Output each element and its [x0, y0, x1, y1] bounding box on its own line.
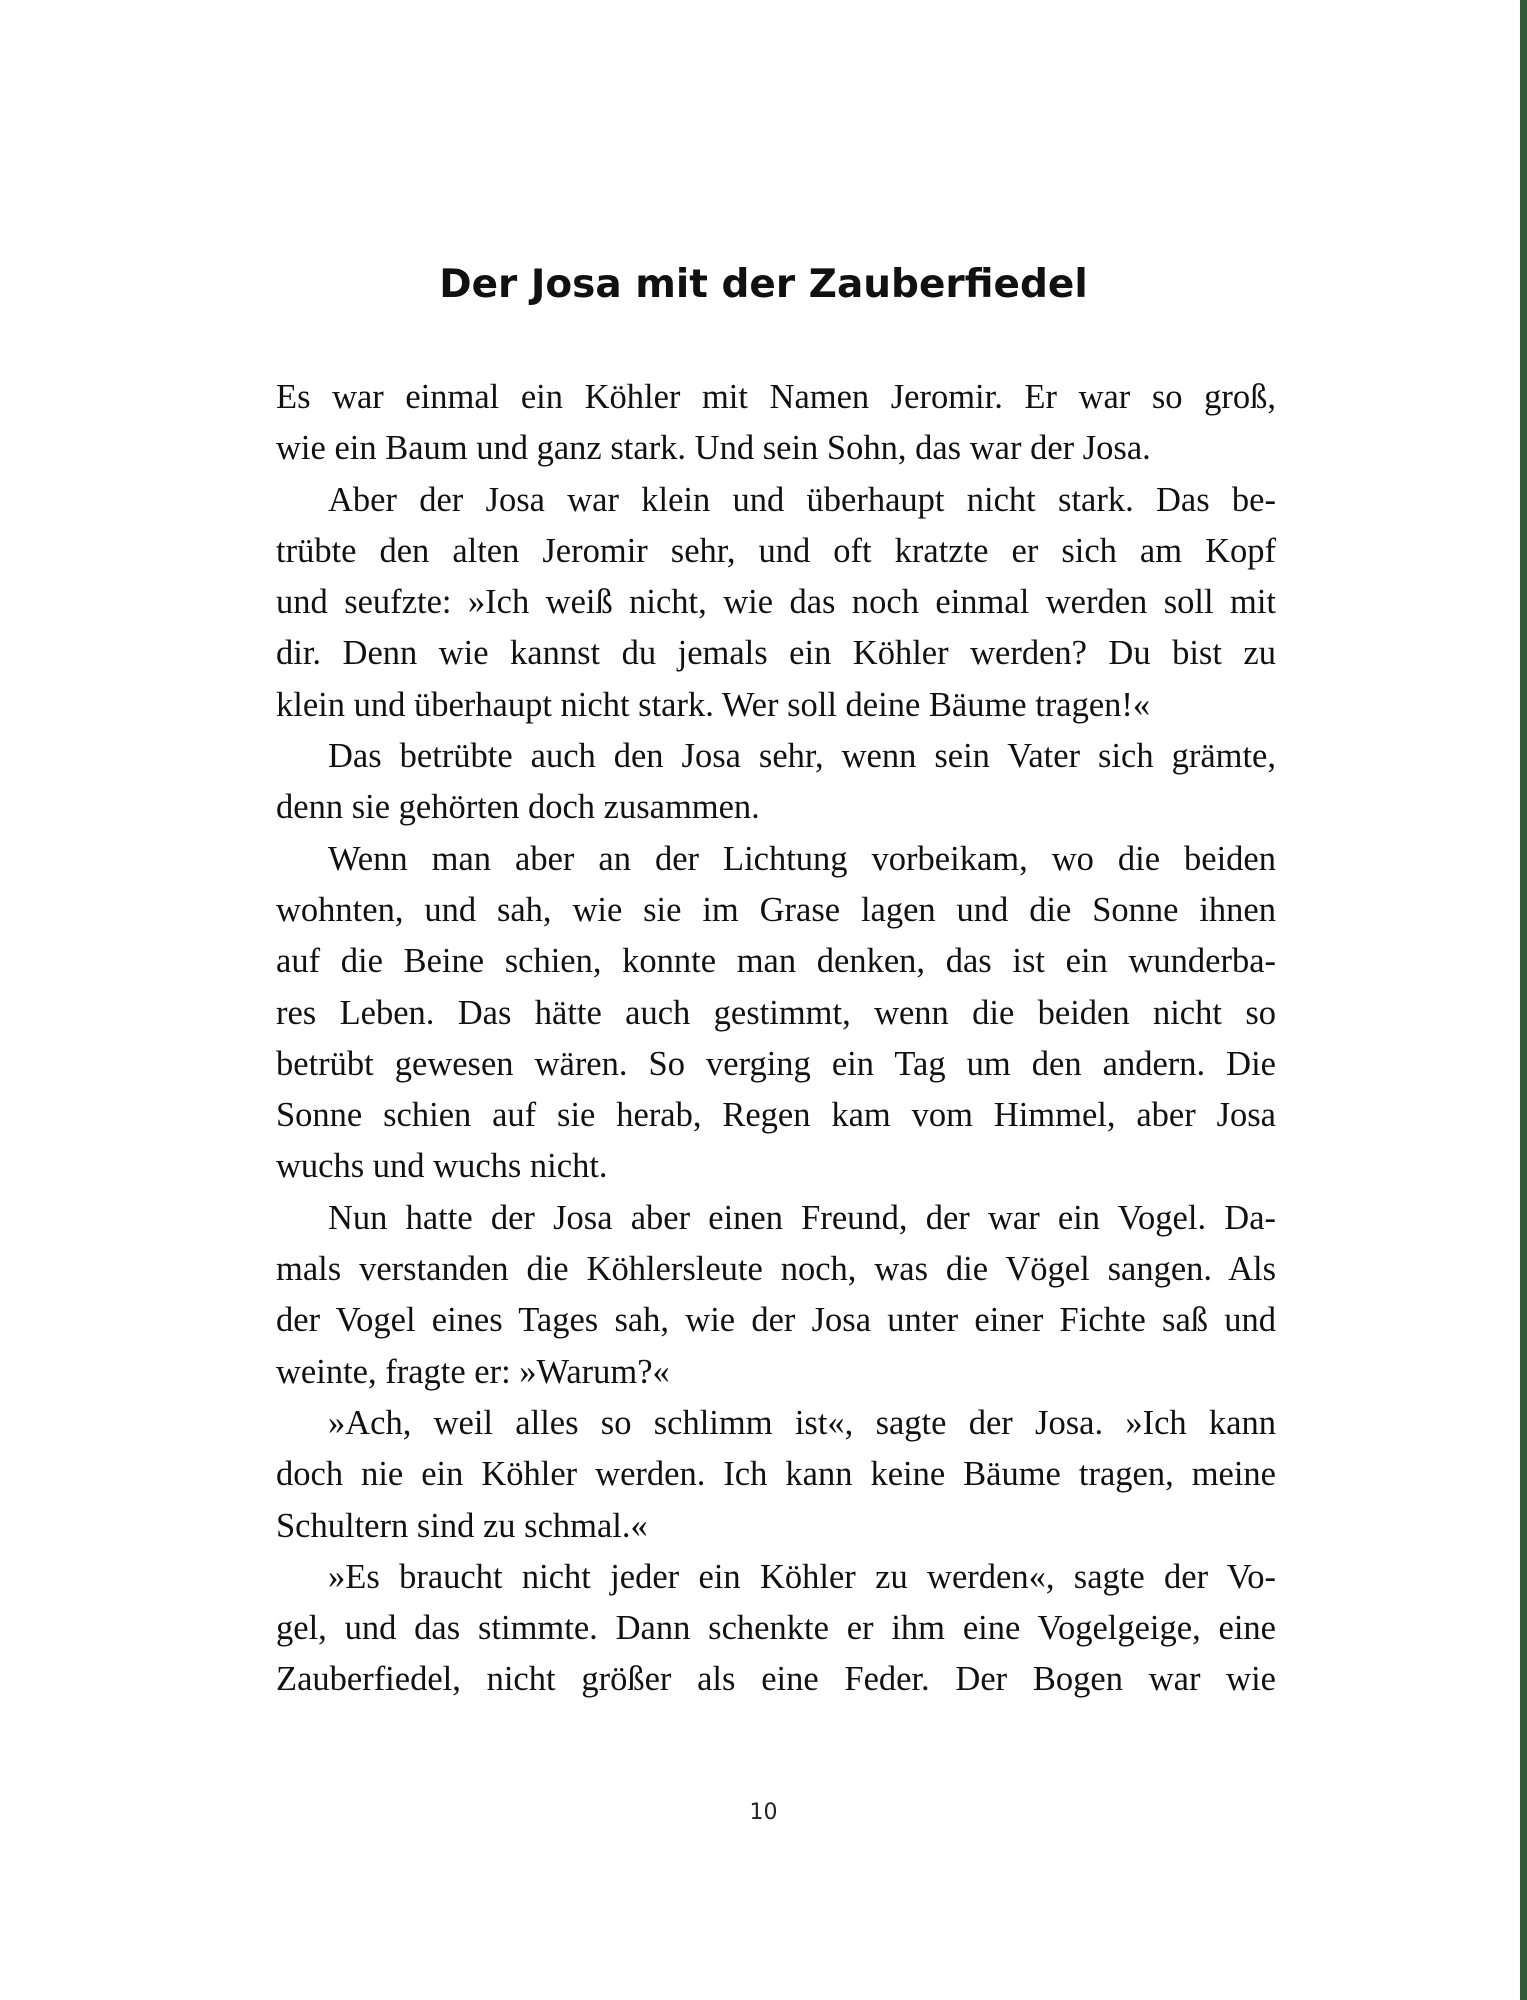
text-line: doch nie ein Köhler werden. Ich kann keine Bäume tragen, meine [276, 1455, 1276, 1494]
text-line: weinte, fragte er: »Warum?« [276, 1352, 670, 1391]
text-line: denn sie gehörten doch zusammen. [276, 788, 760, 827]
text-line: »Ach, weil alles so schlimm ist«, sagte der Josa. »Ich kann [328, 1403, 1276, 1442]
text-line: auf die Beine schien, konnte man denken, das ist ein wunderba- [276, 942, 1276, 981]
text-line: gel, und das stimmte. Dann schenkte er ihm eine Vogelgeige, eine [276, 1609, 1276, 1648]
text-line: wohnten, und sah, wie sie im Grase lagen und die Sonne ihnen [276, 890, 1276, 929]
text-line: der Vogel eines Tages sah, wie der Josa unter einer Fichte saß und [276, 1301, 1276, 1340]
text-line: res Leben. Das hätte auch gestimmt, wenn die beiden nicht so [276, 993, 1276, 1032]
text-line: wie ein Baum und ganz stark. Und sein Sohn, das war der Josa. [276, 429, 1151, 468]
text-line: »Es braucht nicht jeder ein Köhler zu werden«, sagte der Vo- [328, 1557, 1276, 1596]
body-text [276, 372, 1276, 1706]
chapter-title: Der Josa mit der Zauberfiedel [439, 262, 1088, 307]
page-number: 10 [749, 1800, 778, 1825]
text-line: Nun hatte der Josa aber einen Freund, der war ein Vogel. Da- [328, 1198, 1276, 1237]
text-line: Schultern sind zu schmal.« [276, 1506, 648, 1545]
text-line: dir. Denn wie kannst du jemals ein Köhler werden? Du bist zu [276, 634, 1276, 673]
text-line: Wenn man aber an der Lichtung vorbeikam, wo die beiden [328, 839, 1276, 878]
text-line: Aber der Josa war klein und überhaupt nicht stark. Das be- [328, 480, 1276, 519]
text-line: trübte den alten Jeromir sehr, und oft kratzte er sich am Kopf [276, 531, 1276, 570]
text-line: mals verstanden die Köhlersleute noch, was die Vögel sangen. Als [276, 1250, 1276, 1289]
text-line: Sonne schien auf sie herab, Regen kam vom Himmel, aber Josa [276, 1096, 1276, 1135]
text-line: klein und überhaupt nicht stark. Wer soll deine Bäume tragen!« [276, 685, 1151, 724]
text-line: Es war einmal ein Köhler mit Namen Jeromir. Er war so groß, [276, 378, 1276, 416]
text-line: Das betrübte auch den Josa sehr, wenn sein Vater sich grämte, [328, 737, 1276, 776]
text-line: und seufzte: »Ich weiß nicht, wie das noch einmal werden soll mit [276, 583, 1276, 622]
text-line: Zauberfiedel, nicht größer als eine Feder. Der Bogen war wie [276, 1660, 1276, 1699]
text-line: wuchs und wuchs nicht. [276, 1147, 608, 1186]
text-line: betrübt gewesen wären. So verging ein Tag um den andern. Die [276, 1044, 1276, 1083]
